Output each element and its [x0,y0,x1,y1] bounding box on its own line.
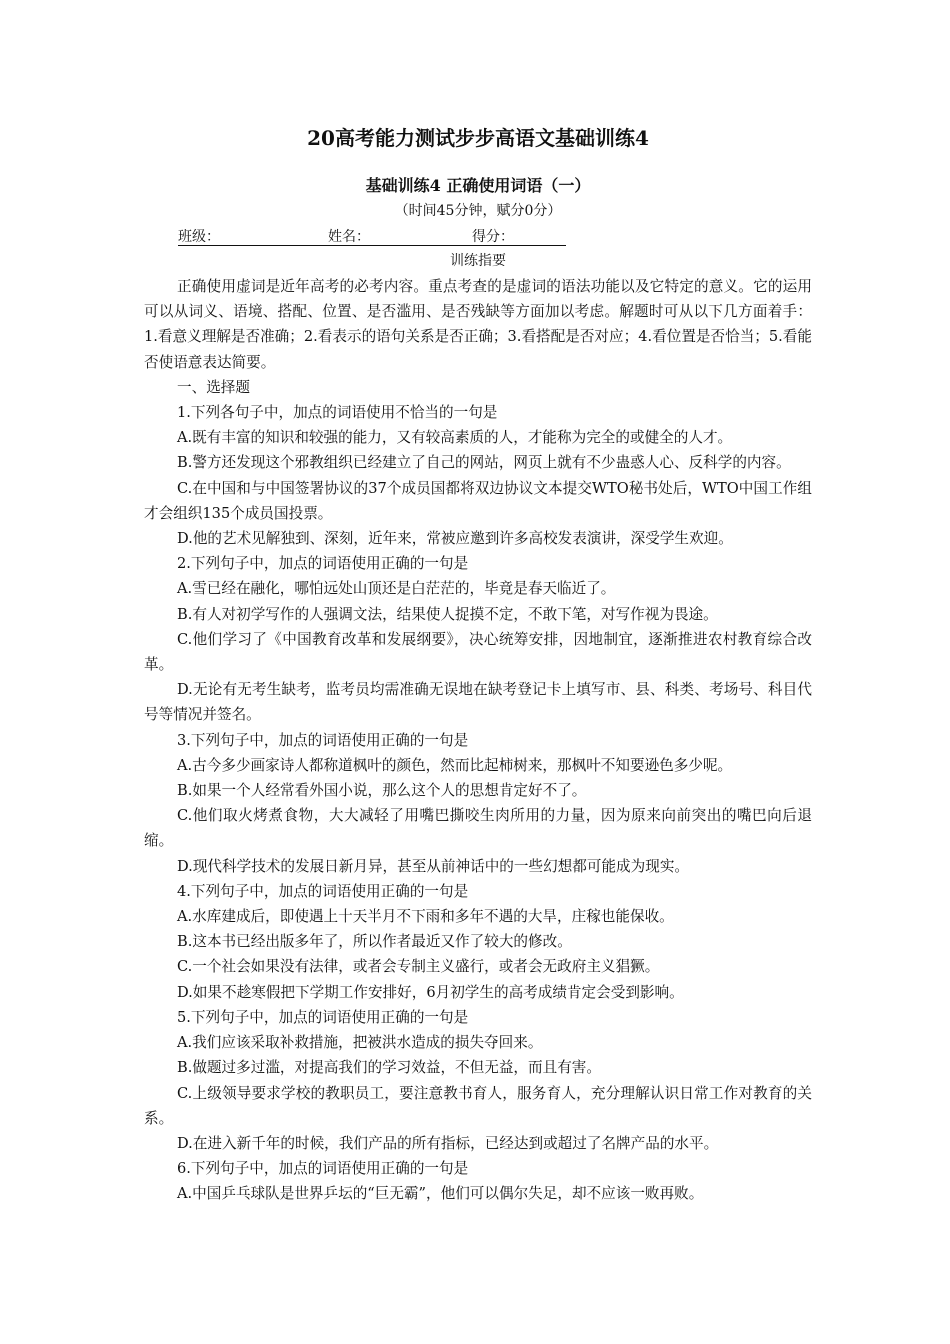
student-info-line [178,227,566,246]
option-text: A.中国乒乓球队是世界乒坛的“巨无霸”，他们可以偶尔失足，却不应该一败再败。 [177,1185,704,1203]
option-text: A.我们应该采取补救措施，把被洪水造成的损失夺回来。 [177,1034,543,1052]
score-label: 得分： [472,229,514,245]
question-stem: 5.下列句子中，加点的词语使用正确的一句是 [177,1008,469,1026]
option-text: B.做题过多过滥，对提高我们的学习效益，不但无益，而且有害。 [177,1059,601,1077]
guide-heading: 训练指要 [450,253,506,269]
option-text: A.古今多少画家诗人都称道枫叶的颜色，然而比起柿树来，那枫叶不知要逊色多少呢。 [177,756,733,774]
option-text: A.雪已经在融化，哪怕远处山顶还是白茫茫的，毕竟是春天临近了。 [177,580,616,598]
section-subtitle: 基础训练4 正确使用词语（一） [365,176,591,195]
intro-paragraph: 正确使用虚词是近年高考的必考内容。重点考查的是虚词的语法功能以及它特定的意义。它的运用可以从词义、语境、搭配、位置、是否滥用、是否残缺等方面加以考虑。解题时可从以下几方面着手：1.看意义理解是否准确；2.看表示的语句关系是否正确；3.看搭配是否对应；4.看位置是否恰当；5.看能否使语意表达简要。 [144,278,812,371]
document-body [144,274,812,1207]
question-stem: 3.下列句子中，加点的词语使用正确的一句是 [177,731,469,749]
option-text: D.无论有无考生缺考，监考员均需准确无误地在缺考登记卡上填写市、县、科类、考场号、科目代号等情况并签名。 [144,681,812,724]
option-text: D.现代科学技术的发展日新月异，甚至从前神话中的一些幻想都可能成为现实。 [177,857,690,875]
option-text: C.他们学习了《中国教育改革和发展纲要》，决心统筹安排，因地制宜，逐渐推进农村教育综合改革。 [144,630,812,674]
option-text: B.警方还发现这个邪教组织已经建立了自己的网站，网页上就有不少蛊惑人心、反科学的内容。 [177,454,791,472]
option-text: D.他的艺术见解独到、深刻，近年来，常被应邀到许多高校发表演讲，深受学生欢迎。 [177,530,733,548]
option-text: B.这本书已经出版多年了，所以作者最近又作了较大的修改。 [177,933,572,951]
question-stem: 4.下列句子中，加点的词语使用正确的一句是 [177,882,469,900]
name-label: 姓名： [328,229,370,245]
question-stem: 2.下列句子中，加点的词语使用正确的一句是 [177,555,469,573]
option-text: A.既有丰富的知识和较强的能力，又有较高素质的人，才能称为完全的或健全的人才。 [177,429,733,447]
option-text: C.他们取火烤煮食物，大大减轻了用嘴巴撕咬生肉所用的力量，因为原来向前突出的嘴巴向后退缩。 [144,807,812,850]
option-text: C.在中国和与中国签署协议的37个成员国都将双边协议文本提交WTO秘书处后，WTO中国工作组才会组织135个成员国投票。 [144,479,812,522]
time-note: （时间45分钟，赋分0分） [394,203,562,219]
option-text: B.如果一个人经常看外国小说，那么这个人的思想肯定好不了。 [177,782,587,800]
section-heading: 一、选择题 [177,378,250,396]
document-title: 20高考能力测试步步高语文基础训练4 [307,126,649,150]
option-text: C.上级领导要求学校的教职员工，要注意教书育人，服务育人，充分理解认识日常工作对教育的关系。 [144,1084,812,1127]
option-text: A.水库建成后，即使遇上十天半月不下雨和多年不遇的大旱，庄稼也能保收。 [177,908,674,926]
question-stem: 1.下列各句子中，加点的词语使用不恰当的一句是 [177,404,498,422]
question-stem: 6.下列句子中，加点的词语使用正确的一句是 [177,1160,469,1178]
option-text: C.一个社会如果没有法律，或者会专制主义盛行，或者会无政府主义猖獗。 [177,958,660,976]
option-text: B.有人对初学写作的人强调文法，结果使人捉摸不定，不敢下笔，对写作视为畏途。 [177,605,718,623]
option-text: D.在进入新千年的时候，我们产品的所有指标，已经达到或超过了名牌产品的水平。 [177,1134,719,1152]
option-text: D.如果不趁寒假把下学期工作安排好，6月初学生的高考成绩肯定会受到影响。 [177,983,684,1001]
class-label: 班级： [178,229,220,245]
